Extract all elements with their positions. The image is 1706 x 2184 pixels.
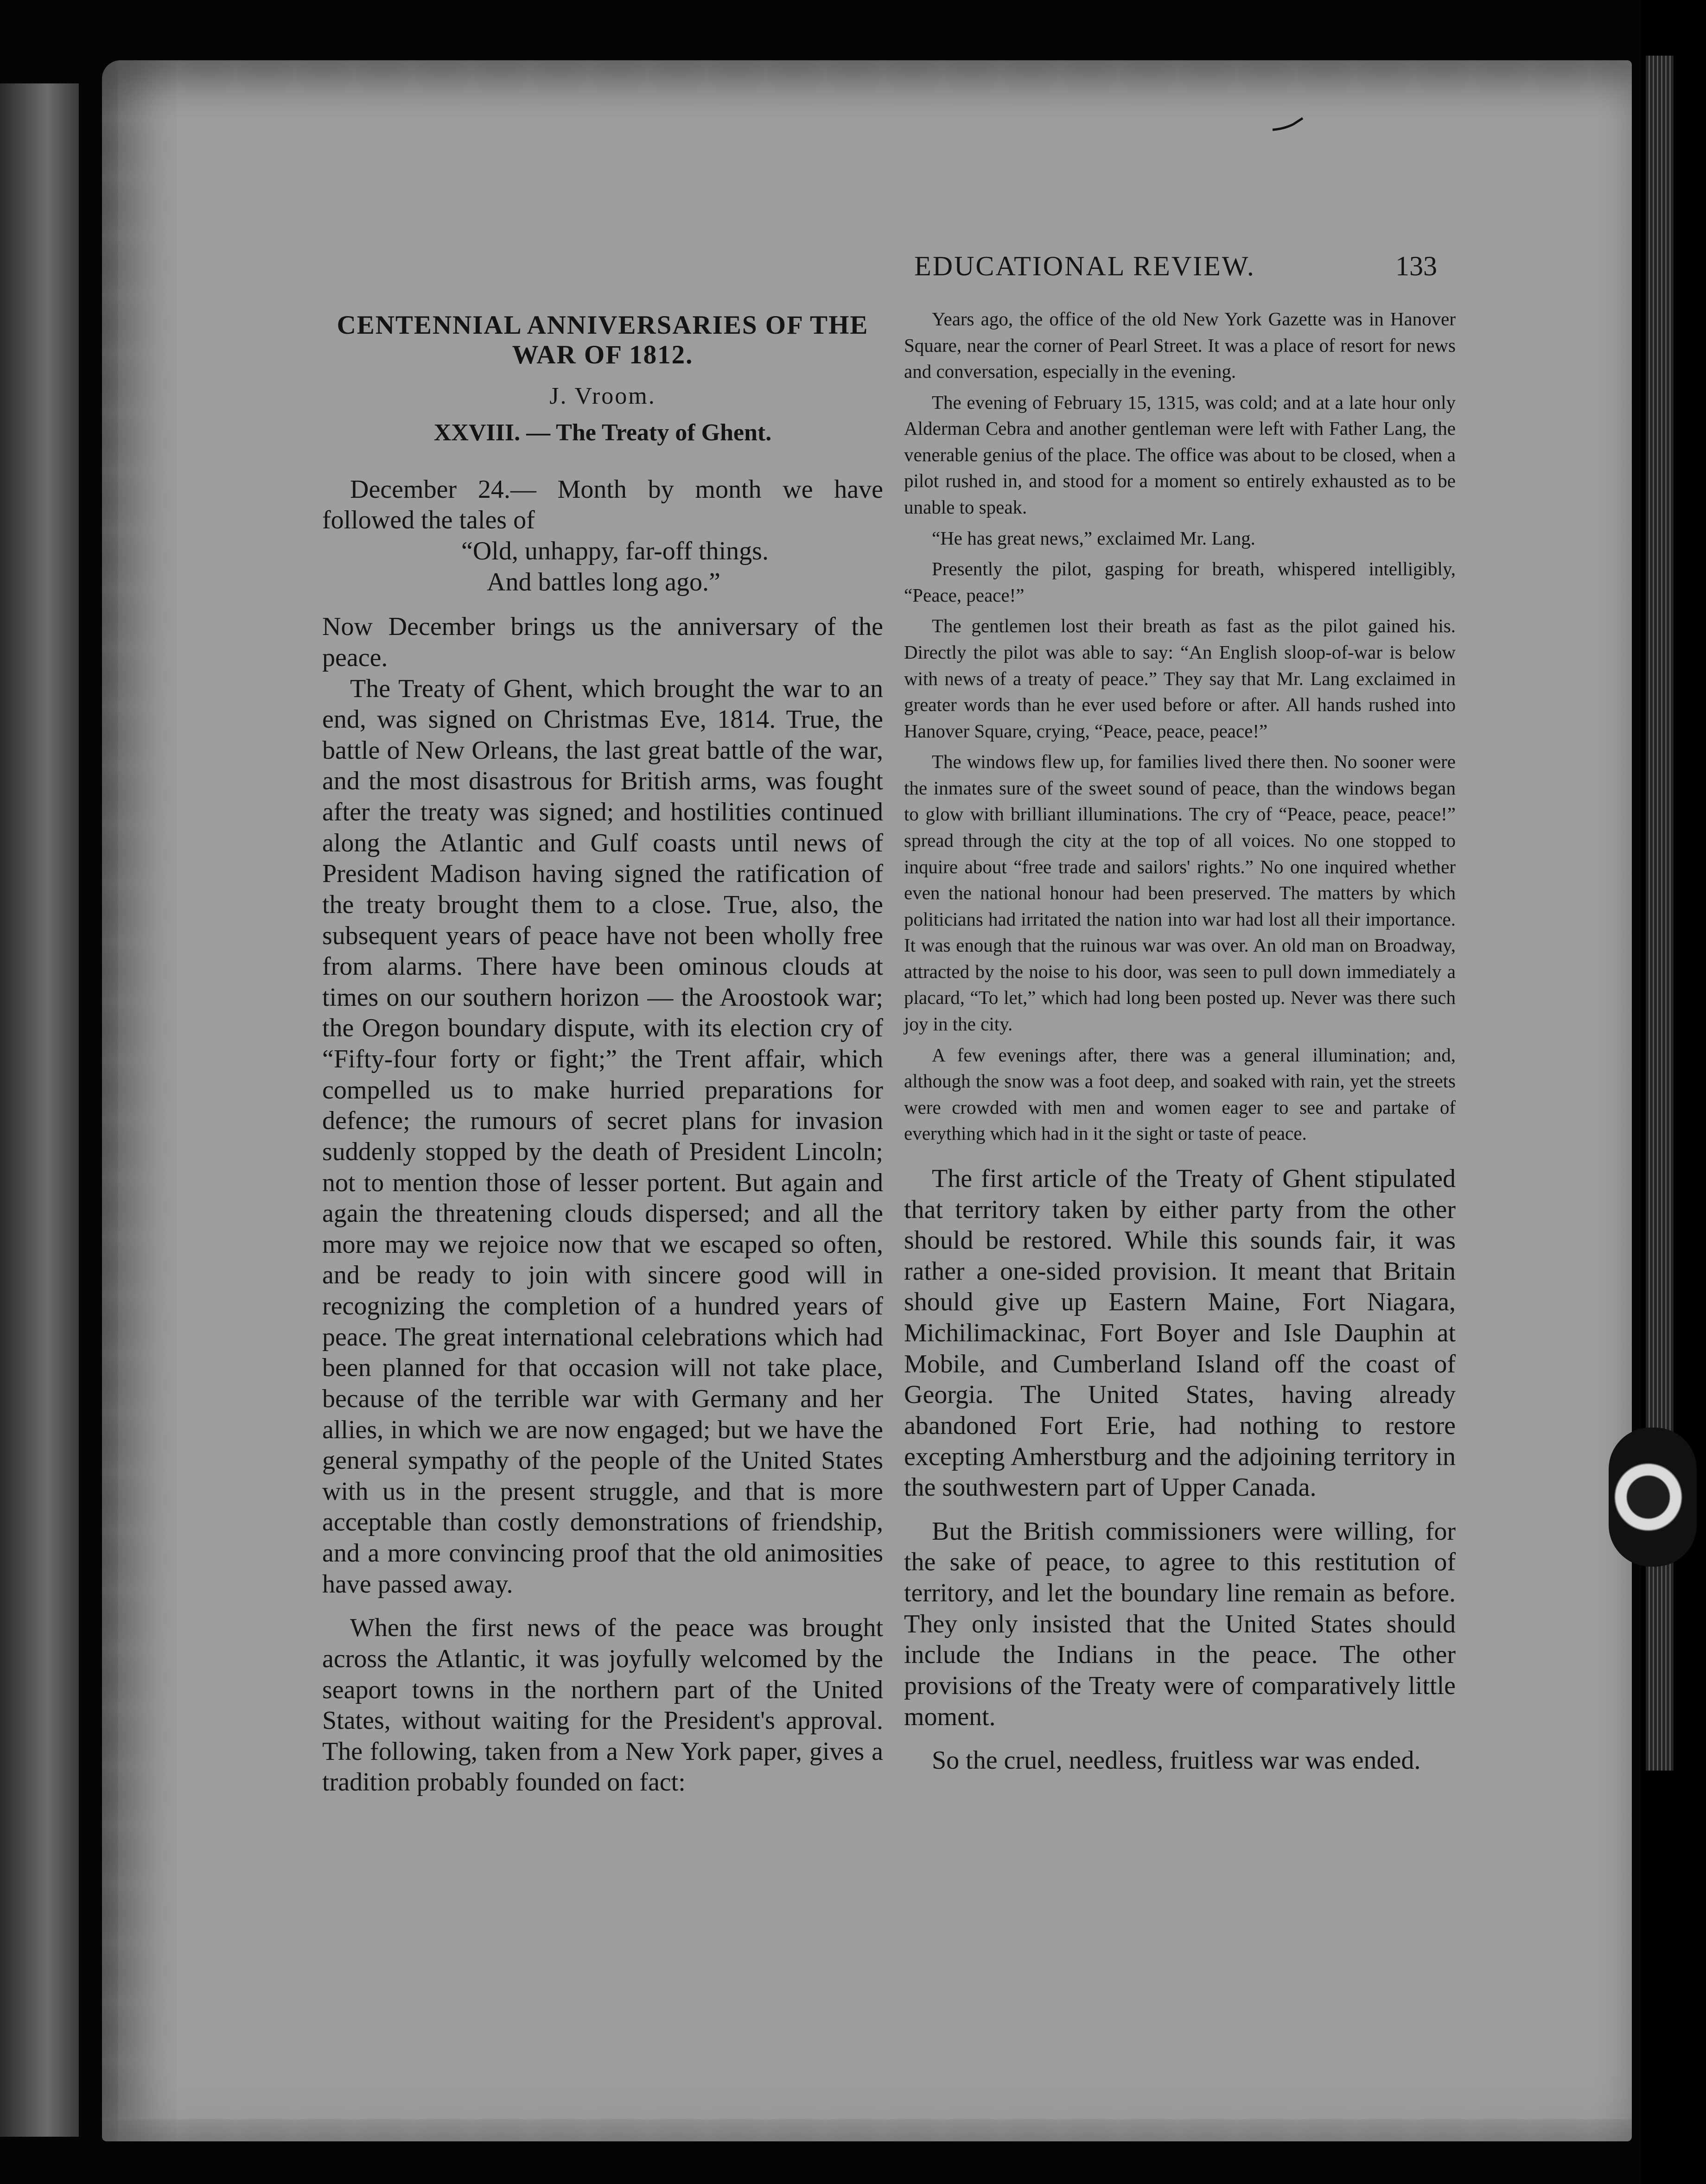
quote-paragraph-2: The evening of February 15, 1315, was cold; and at a late hour only Alderman Cebra and another gentleman were left with Father Lang, the venerable genius of the place. The office was about to be closed, when a pilot rushed in, and stood for a moment so entirely exhausted as to be unable to speak. <box>904 391 1456 518</box>
quote-paragraph-4: Presently the pilot, gasping for breath, whispered intelligibly, “Peace, peace!” <box>904 558 1456 606</box>
running-head: EDUCATIONAL REVIEW. <box>914 251 1255 281</box>
article-subtitle: XXVIII. — The Treaty of Ghent. <box>433 419 772 446</box>
paragraph-treaty-signed: The Treaty of Ghent, which brought the war to an end, was signed on Christmas Eve, 1814. True, the battle of New Orleans, the last great battle of the war, and the most disastrous for British arms, was fought after the treaty was signed; and hostilities continued along the Atlantic and Gulf coasts until news of President Madison having signed the ratification of the treaty brought them to a close. True, also, the subsequent years of peace have not been wholly free from alarms. There have been ominous clouds at times on our southern horizon — the Aroostook war; the Oregon boundary dispute, with its election cry of “Fifty-four forty or fight;” the Trent affair, which compelled us to make hurried preparations for defence; the rumours of secret plans for invasion suddenly stopped by the death of President Lincoln; not to mention those of lesser portent. But again and again the threatening clouds dispersed; and all the more may we rejoice now that we escaped so often, and be ready to join with sincere good will in recognizing the completion of a hundred years of peace. The great international celebrations which had been planned for that occasion will not take place, because of the terrible war with Germany and her allies, in which we are now engaged; but we have the general sympathy of the people of the United States with us in the present struggle, and that is more acceptable than costly demonstrations of friendship, and a more convincing proof that the old animosities have passed away. <box>322 674 883 1599</box>
article-title-line-2: WAR OF 1812. <box>512 340 694 370</box>
paragraph-first-article: The first article of the Treaty of Ghent stipulated that territory taken by either party from the other should be restored. While this sounds fair, it was rather a one-sided provision. It meant that Britain should give up Eastern Maine, Fort Niagara, Michilimackinac, Fort Boyer and Isle Dauphin at Mobile, and Cumberland Island off the coast of Georgia. The United States, having already abandoned Fort Erie, had nothing to restore excepting Amherstburg and the adjoining territory in the southwestern part of Upper Canada. <box>904 1164 1456 1502</box>
paragraph-first-news: When the first news of the peace was brought across the Atlantic, it was joyfully welcomed by the seaport towns in the northern part of the United States, without waiting for the President's approval. The following, taken from a New York paper, gives a tradition probably founded on fact: <box>322 1613 883 1797</box>
paragraph-war-ended: So the cruel, needless, fruitless war was ended. <box>932 1746 1421 1775</box>
quote-paragraph-5: The gentlemen lost their breath as fast as the pilot gained his. Directly the pilot was able to say: “An English sloop-of-war is below with news of a treaty of peace.” They say that Mr. Lang exclaimed in greater words than he ever used before or after. All hands rushed into Hanover Square, crying, “Peace, peace, peace!” <box>904 615 1456 742</box>
quote-paragraph-6: The windows flew up, for families lived there then. No sooner were the inmates sure of the sweet sound of peace, than the windows began to glow with brilliant illuminations. The cry of “Peace, peace, peace!” spread through the city at the top of all voices. No one stopped to inquire about “free trade and sailors' rights.” No one inquired whether even the national honour had been preserved. The matters by which politicians had irritated the nation into war had lost all their importance. It was enough that the ruinous war was over. An old man on Broadway, attracted by the noise to his door, was seen to pull down immediately a placard, “To let,” which had long been posted up. Never was there such joy in the city. <box>904 751 1456 1035</box>
page-clip <box>1609 1428 1697 1567</box>
article-author: J. Vroom. <box>549 382 656 409</box>
facing-page-edge <box>0 83 79 2137</box>
paragraph-commissioners: But the British commissioners were willing, for the sake of peace, to agree to this restitution of territory, and let the boundary line remain as before. They only insisted that the United States should include the Indians in the peace. The other provisions of the Treaty were of comparatively little moment. <box>904 1517 1456 1731</box>
article-title <box>322 311 883 370</box>
left-column <box>322 311 883 1798</box>
paragraph-anniversary: Now December brings us the anniversary of the peace. <box>322 612 883 672</box>
quote-paragraph-3: “He has great news,” exclaimed Mr. Lang. <box>932 527 1255 549</box>
article-title-line-1: CENTENNIAL ANNIVERSARIES OF THE <box>337 311 869 340</box>
page-number: 133 <box>1395 251 1437 281</box>
quote-paragraph-1: Years ago, the office of the old New York Gazette was in Hanover Square, near the corner of Pearl Street. It was a place of resort for news and conversation, especially in the evening. <box>904 308 1456 382</box>
right-column <box>904 306 1456 1776</box>
verse-quote <box>322 536 883 597</box>
verse-line-2: And battles long ago.” <box>487 567 720 597</box>
verse-line-1: “Old, unhappy, far-off things. <box>461 537 769 566</box>
quote-paragraph-7: A few evenings after, there was a general illumination; and, although the snow was a foot deep, and soaked with rain, yet the streets were crowded with men and women eager to see and partake of everything which had in it the sight or taste of peace. <box>904 1044 1456 1144</box>
pencil-mark <box>1270 116 1307 134</box>
paragraph-intro: December 24.— Month by month we have followed the tales of <box>322 475 883 535</box>
